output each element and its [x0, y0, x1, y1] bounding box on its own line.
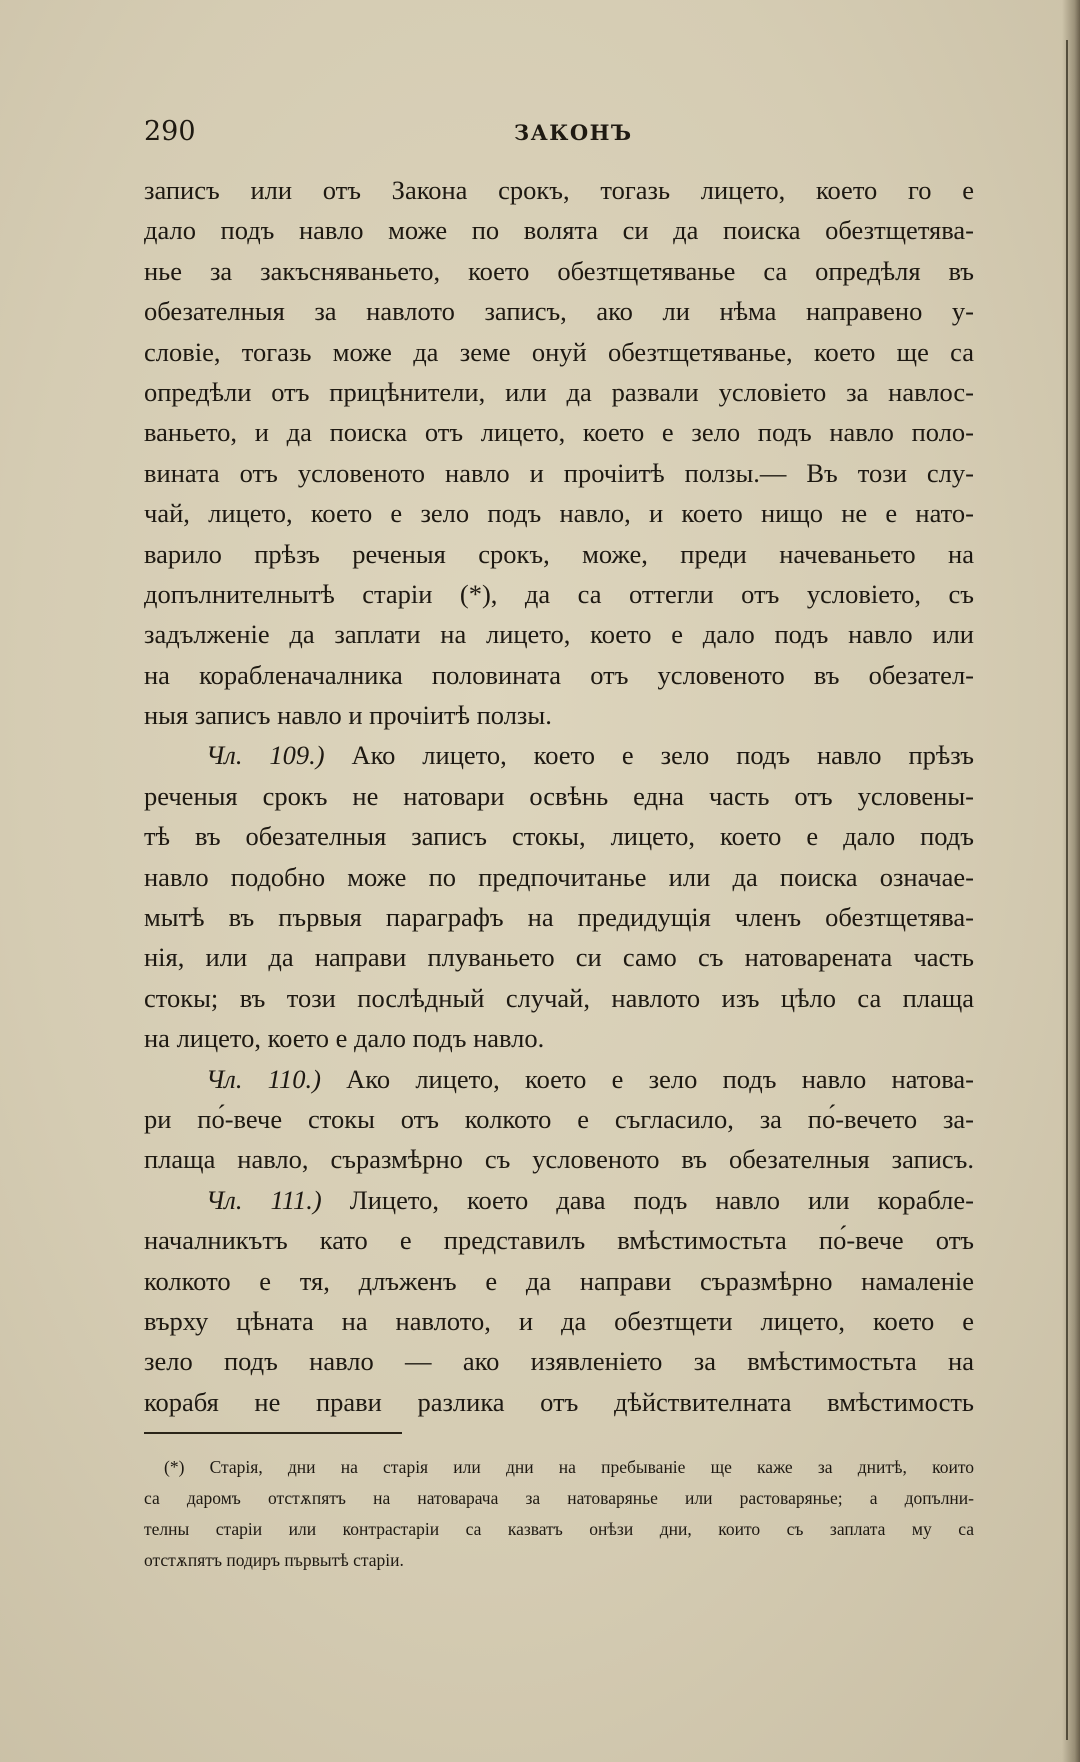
text-line: задълженіе да заплати на лицето, което е дало подъ навло или — [144, 619, 974, 650]
text-line: ваньето, и да поиска отъ лицето, което е зело подъ навло поло- — [144, 417, 974, 448]
article-110-label: Чл. 110.) — [206, 1063, 321, 1094]
text-line: навло подобно може по предпочитанье или да поиска означае- — [144, 861, 974, 892]
text-line: зело подъ навло — ако изявленіето за вмѣстимостьта на — [144, 1346, 974, 1377]
text-line: колкото е тя, длъженъ е да направи съразмѣрно намаленіе — [144, 1265, 974, 1296]
body-text — [144, 170, 974, 1422]
article-110-line — [144, 1059, 974, 1099]
article-111-label: Чл. 111.) — [206, 1184, 322, 1215]
text-line: на лицето, което е дало подъ навло. — [144, 1023, 545, 1054]
text-line: варило прѣзъ реченыя срокъ, може, преди начеваньето на — [144, 538, 974, 569]
page-header — [144, 112, 974, 152]
text-line: Лицето, което дава подъ навло или корабле- — [349, 1184, 974, 1215]
text-line: началникътъ като е представилъ вмѣстимостьта по́-вече отъ — [144, 1225, 974, 1256]
text-line: реченыя срокъ не натовари освѣнь една часть отъ условены- — [144, 780, 974, 811]
text-line: Ако лицето, което е зело подъ навло прѣзъ — [351, 740, 974, 771]
text-line: записъ или отъ Закона срокъ, тогазь лицето, което го е — [144, 175, 974, 205]
text-line: нія, или да направи плуваньето си само съ натоварената часть — [144, 942, 974, 973]
text-line: ри по́-вече стокы отъ колкото е съгласило, за по́-вечето за- — [144, 1103, 974, 1134]
page-number: 290 — [144, 116, 196, 147]
footnote-line: отстѫпятъ подиръ първытѣ старіи. — [144, 1550, 404, 1570]
article-111-line — [144, 1180, 974, 1220]
text-line: Ако лицето, което е зело подъ навло натова- — [346, 1063, 974, 1094]
running-head: ЗАКОНЪ — [514, 120, 633, 145]
text-line: обезателныя за навлото записъ, ако ли нѣма направено у- — [144, 296, 974, 327]
footnote-line: са даромъ отстѫпятъ на натоварача за натоварянье или растоварянье; а допълни- — [144, 1488, 974, 1508]
text-line: дало подъ навло може по волята си да поиска обезтщетява- — [144, 215, 974, 246]
text-line: ныя записъ навло и прочіитѣ ползы. — [144, 700, 552, 731]
page-edge-shadow — [1062, 0, 1080, 1762]
text-line: словіе, тогазь може да земе онуй обезтщетяванье, което ще са — [144, 336, 974, 367]
footnote-divider — [144, 1432, 402, 1434]
text-line: допълнителнытѣ старіи (*), да са оттегли отъ условіето, съ — [144, 578, 974, 609]
article-109-label: Чл. 109.) — [206, 740, 325, 771]
text-line: опредѣли отъ прицѣнители, или да развали условіето за навлос- — [144, 376, 974, 407]
text-line: тѣ въ обезателныя записъ стокы, лицето, което е дало подъ — [144, 821, 974, 852]
text-line: нье за закъсняваньето, което обезтщетяванье са опредѣля въ — [144, 255, 974, 286]
text-line: върху цѣната на навлото, и да обезтщети лицето, което е — [144, 1305, 974, 1336]
text-line: вината отъ условеното навло и прочіитѣ ползы.— Въ този слу- — [144, 457, 974, 488]
text-line: стокы; въ този послѣдный случай, навлото изъ цѣло са плаща — [144, 982, 974, 1013]
article-109-line — [144, 735, 974, 775]
footnote-line: телны старіи или контрастаріи са казватъ онѣзи дни, които съ заплата му са — [144, 1519, 974, 1539]
text-line: чай, лицето, което е зело подъ навло, и което нищо не е нато- — [144, 498, 974, 529]
binding-edge-line — [1066, 40, 1068, 1740]
footnote — [144, 1452, 974, 1576]
text-line: корабя не прави разлика отъ дѣйствителната вмѣстимость — [144, 1386, 974, 1417]
footnote-line: (*) Старія, дни на старія или дни на пребываніе ще каже за днитѣ, които — [164, 1457, 974, 1477]
text-line: мытѣ въ първыя параграфъ на предидущія членъ обезтщетява- — [144, 902, 974, 933]
text-line: плаща навло, съразмѣрно съ условеното въ обезателныя записъ. — [144, 1144, 974, 1175]
text-line: на корабленачалника половината отъ условеното въ обезател- — [144, 659, 974, 690]
